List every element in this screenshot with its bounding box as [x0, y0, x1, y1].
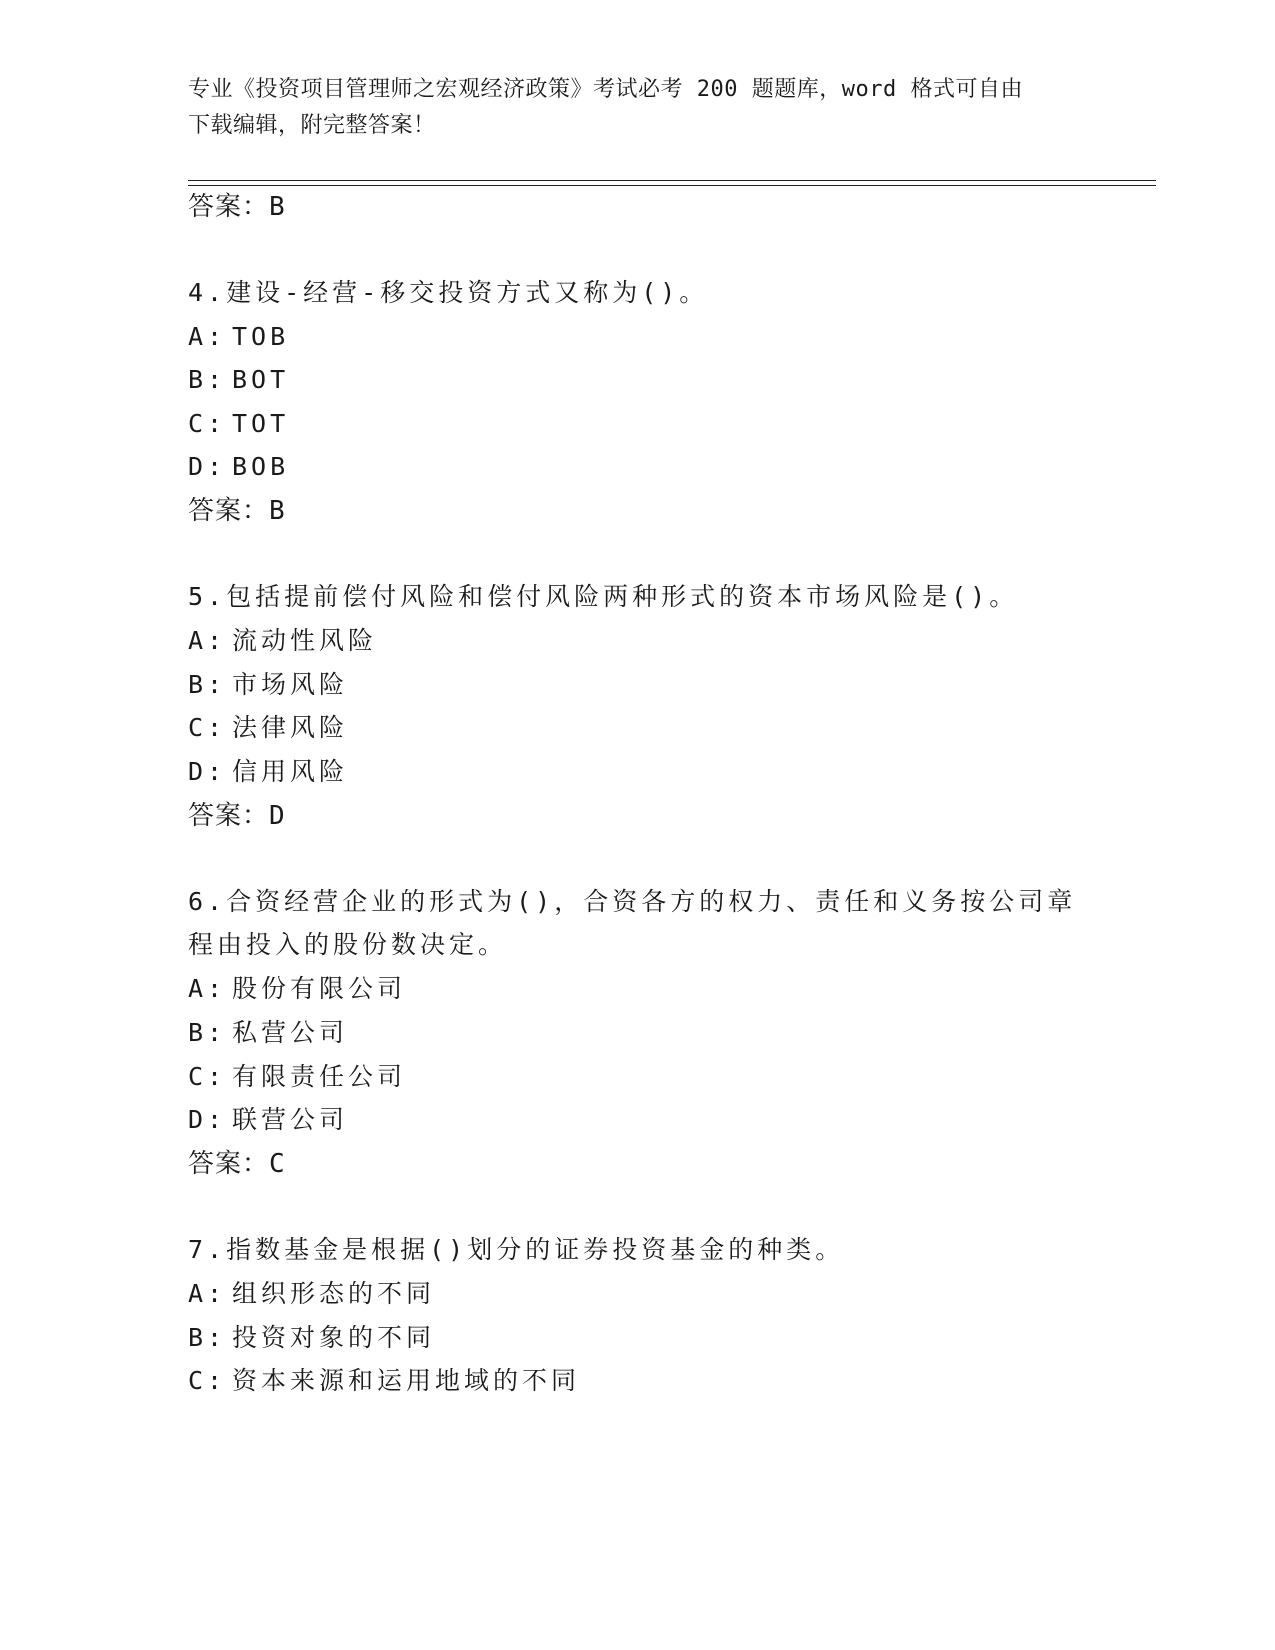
question-7-stem: 7.指数基金是根据()划分的证券投资基金的种类。	[188, 1235, 845, 1264]
option-text: 有限责任公司	[232, 1062, 407, 1091]
question-4-option-b	[188, 364, 289, 396]
option-letter: C:	[188, 1366, 227, 1395]
option-letter: A:	[188, 974, 227, 1003]
option-letter: D:	[188, 452, 227, 481]
option-text: BOT	[232, 365, 290, 394]
question-4-answer: 答案：B	[188, 496, 286, 526]
previous-answer: 答案：B	[188, 192, 286, 222]
option-letter: B:	[188, 670, 227, 699]
option-letter: C:	[188, 1062, 227, 1091]
header-rule-bottom	[188, 185, 1156, 186]
option-letter: D:	[188, 1105, 227, 1134]
option-text: 投资对象的不同	[232, 1323, 436, 1352]
option-letter: C:	[188, 713, 227, 742]
question-4-option-c	[188, 408, 289, 440]
option-text: 私营公司	[232, 1018, 349, 1047]
question-5-option-b	[188, 669, 348, 701]
question-6-stem-line-1: 6.合资经营企业的形式为()，合资各方的权力、责任和义务按公司章	[188, 887, 1077, 916]
question-7-option-b	[188, 1322, 435, 1354]
question-4-option-d	[188, 451, 289, 483]
option-text: 信用风险	[232, 757, 349, 786]
question-6-option-c	[188, 1061, 406, 1093]
question-5-answer: 答案：D	[188, 801, 286, 831]
option-text: 流动性风险	[232, 626, 378, 655]
option-letter: B:	[188, 365, 227, 394]
question-4-option-a	[188, 321, 289, 353]
option-text: 法律风险	[232, 713, 349, 742]
option-letter: A:	[188, 1279, 227, 1308]
document-header	[188, 72, 1088, 144]
option-text: 股份有限公司	[232, 974, 407, 1003]
question-6-option-d	[188, 1104, 348, 1136]
question-4-stem: 4.建设-经营-移交投资方式又称为()。	[188, 278, 709, 307]
option-letter: C:	[188, 409, 227, 438]
option-text: TOT	[232, 409, 290, 438]
question-7-option-a	[188, 1278, 435, 1310]
question-6-stem-line-2: 程由投入的股份数决定。	[188, 930, 508, 959]
header-rule-top	[188, 180, 1156, 181]
question-6-option-a	[188, 973, 406, 1005]
option-text: TOB	[232, 322, 290, 351]
header-line-1: 专业《投资项目管理师之宏观经济政策》考试必考 200 题题库，word 格式可自由	[188, 77, 1023, 102]
option-text: 资本来源和运用地域的不同	[232, 1366, 581, 1395]
question-5-option-c	[188, 712, 348, 744]
question-5-option-a	[188, 625, 377, 657]
question-5-stem: 5.包括提前偿付风险和偿付风险两种形式的资本市场风险是()。	[188, 582, 1019, 611]
option-letter: A:	[188, 322, 227, 351]
question-7-option-c	[188, 1365, 580, 1397]
question-5-option-d	[188, 756, 348, 788]
option-text: 组织形态的不同	[232, 1279, 436, 1308]
question-6-answer: 答案：C	[188, 1149, 286, 1179]
option-text: 联营公司	[232, 1105, 349, 1134]
question-6-option-b	[188, 1017, 348, 1049]
header-line-2: 下载编辑，附完整答案！	[188, 113, 436, 138]
option-letter: A:	[188, 626, 227, 655]
option-letter: B:	[188, 1323, 227, 1352]
option-text: BOB	[232, 452, 290, 481]
option-text: 市场风险	[232, 670, 349, 699]
option-letter: D:	[188, 757, 227, 786]
option-letter: B:	[188, 1018, 227, 1047]
